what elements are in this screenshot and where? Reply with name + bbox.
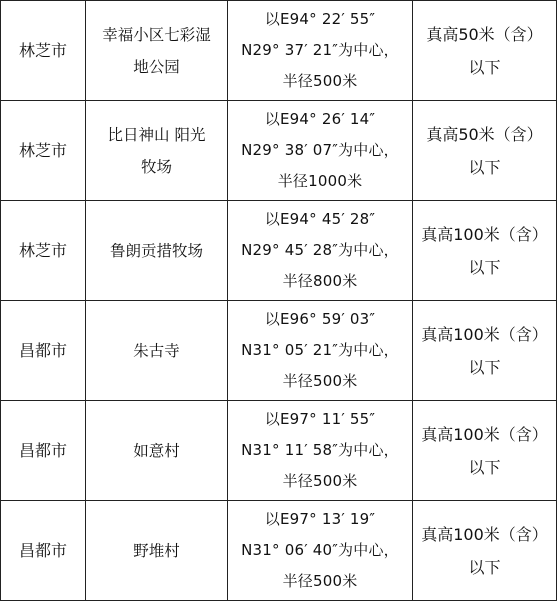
table-row xyxy=(1,401,557,501)
city-cell: 林芝市 xyxy=(1,201,86,301)
city-cell: 昌都市 xyxy=(1,301,86,401)
longitude-line: 以E94° 26′ 14″ xyxy=(264,110,376,128)
height-limit-cell xyxy=(413,101,557,201)
place-cell: 朱古寺 xyxy=(86,301,228,401)
latitude-line: N29° 45′ 28″为中心， xyxy=(241,241,399,259)
coordinate-cell xyxy=(228,301,413,401)
radius-line: 半径500米 xyxy=(282,72,358,90)
city-cell: 昌都市 xyxy=(1,501,86,601)
radius-line: 半径500米 xyxy=(282,372,358,390)
longitude-line: 以E97° 13′ 19″ xyxy=(264,510,376,528)
coordinate-cell xyxy=(228,401,413,501)
height-limit-line: 真高100米（含） xyxy=(421,524,548,544)
height-limit-line: 真高100米（含） xyxy=(421,424,548,444)
height-limit-cell xyxy=(413,501,557,601)
city-cell: 昌都市 xyxy=(1,401,86,501)
table-row xyxy=(1,501,557,601)
place-cell: 比日神山 阳光牧场 xyxy=(86,101,228,201)
coordinate-cell xyxy=(228,201,413,301)
latitude-line: N29° 37′ 21″为中心， xyxy=(241,41,399,59)
height-limit-line: 真高100米（含） xyxy=(421,224,548,244)
radius-line: 半径800米 xyxy=(282,272,358,290)
longitude-line: 以E97° 11′ 55″ xyxy=(264,410,376,428)
latitude-line: N31° 06′ 40″为中心， xyxy=(241,541,399,559)
radius-line: 半径500米 xyxy=(282,572,358,590)
height-limit-suffix: 以下 xyxy=(468,457,501,477)
height-limit-line: 真高50米（含） xyxy=(426,24,543,44)
table-row xyxy=(1,201,557,301)
height-limit-cell xyxy=(413,1,557,101)
height-limit-suffix: 以下 xyxy=(468,257,501,277)
height-limit-suffix: 以下 xyxy=(468,357,501,377)
height-limit-cell xyxy=(413,201,557,301)
latitude-line: N31° 11′ 58″为中心， xyxy=(241,441,399,459)
city-cell: 林芝市 xyxy=(1,101,86,201)
height-limit-line: 真高50米（含） xyxy=(426,124,543,144)
latitude-line: N31° 05′ 21″为中心， xyxy=(241,341,399,359)
place-cell: 幸福小区七彩湿地公园 xyxy=(86,1,228,101)
city-cell: 林芝市 xyxy=(1,1,86,101)
height-limit-suffix: 以下 xyxy=(468,157,501,177)
latitude-line: N29° 38′ 07″为中心， xyxy=(241,141,399,159)
height-limit-suffix: 以下 xyxy=(468,557,501,577)
height-limit-cell xyxy=(413,401,557,501)
coordinate-cell xyxy=(228,501,413,601)
longitude-line: 以E94° 45′ 28″ xyxy=(264,210,376,228)
table-row xyxy=(1,301,557,401)
table-row xyxy=(1,1,557,101)
longitude-line: 以E96° 59′ 03″ xyxy=(264,310,376,328)
coordinate-cell xyxy=(228,101,413,201)
place-cell: 鲁朗贡措牧场 xyxy=(86,201,228,301)
place-cell: 如意村 xyxy=(86,401,228,501)
height-limit-cell xyxy=(413,301,557,401)
longitude-line: 以E94° 22′ 55″ xyxy=(264,10,376,28)
table-row xyxy=(1,101,557,201)
radius-line: 半径500米 xyxy=(282,472,358,490)
height-limit-line: 真高100米（含） xyxy=(421,324,548,344)
place-cell: 野堆村 xyxy=(86,501,228,601)
height-limit-suffix: 以下 xyxy=(468,57,501,77)
coordinate-cell xyxy=(228,1,413,101)
radius-line: 半径1000米 xyxy=(277,172,363,190)
